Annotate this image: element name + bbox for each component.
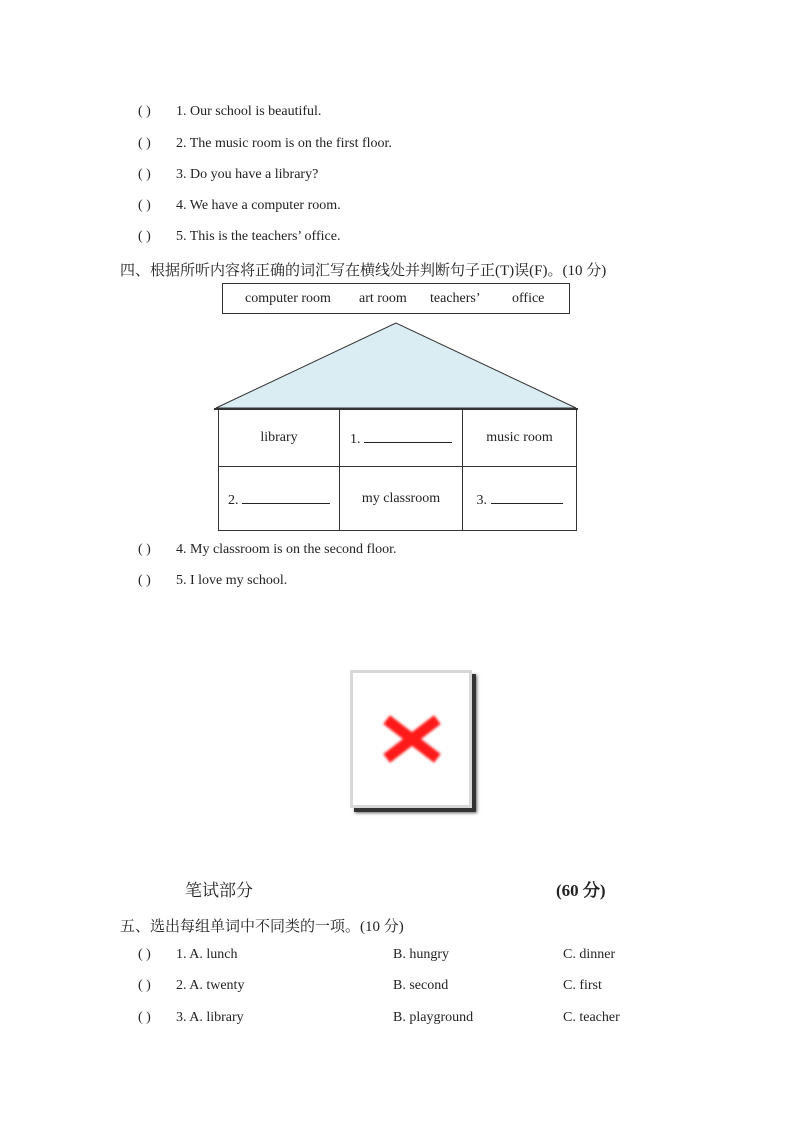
answer-blank[interactable] — [491, 489, 563, 504]
answer-paren[interactable]: ( ) — [138, 1010, 151, 1025]
option-a: 3. A. library — [176, 1010, 244, 1025]
answer-paren[interactable]: ( ) — [138, 198, 151, 213]
section5-heading: 五、选出每组单词中不同类的一项。(10 分) — [120, 919, 404, 935]
answer-paren[interactable]: ( ) — [138, 167, 151, 182]
item-text: 5. This is the teachers’ office. — [176, 229, 341, 244]
answer-paren[interactable]: ( ) — [138, 542, 151, 557]
answer-paren[interactable]: ( ) — [138, 136, 151, 151]
option-b: B. second — [393, 978, 449, 993]
room-label: library — [260, 429, 298, 445]
item-text: 2. The music room is on the first floor. — [176, 136, 392, 151]
answer-paren[interactable]: ( ) — [138, 104, 151, 119]
word-bank-item: art room — [359, 291, 407, 306]
broken-image-placeholder — [350, 670, 472, 808]
room-label: my classroom — [361, 490, 441, 506]
item-text: 3. Do you have a library? — [176, 167, 319, 182]
item-text: 5. I love my school. — [176, 573, 288, 588]
item-text: 4. We have a computer room. — [176, 198, 341, 213]
word-bank-item: office — [512, 291, 545, 306]
blank-number: 3. — [476, 492, 487, 508]
broken-image-icon — [353, 673, 469, 805]
written-part-title: 笔试部分 — [185, 881, 253, 900]
option-b: B. hungry — [393, 947, 449, 962]
answer-blank[interactable] — [242, 489, 330, 504]
room-cell — [463, 409, 577, 467]
blank-number: 1. — [350, 431, 361, 447]
item-text: 1. Our school is beautiful. — [176, 104, 322, 119]
blank-number: 2. — [228, 492, 239, 508]
option-a: 2. A. twenty — [176, 978, 245, 993]
option-c: C. dinner — [563, 947, 616, 962]
item-text: 4. My classroom is on the second floor. — [176, 542, 397, 557]
answer-paren[interactable]: ( ) — [138, 978, 151, 993]
word-bank-item: teachers’ — [430, 291, 481, 306]
option-b: B. playground — [393, 1010, 474, 1025]
room-cell — [340, 467, 463, 531]
option-a: 1. A. lunch — [176, 947, 238, 962]
answer-paren[interactable]: ( ) — [138, 229, 151, 244]
room-cell — [219, 409, 340, 467]
room-cell — [463, 467, 577, 531]
option-c: C. first — [563, 978, 602, 993]
word-bank — [222, 283, 570, 314]
house-roof — [210, 318, 584, 412]
option-c: C. teacher — [563, 1010, 620, 1025]
house-rooms-table — [218, 408, 577, 531]
answer-blank[interactable] — [364, 428, 452, 443]
word-bank-item: computer room — [245, 291, 331, 306]
answer-paren[interactable]: ( ) — [138, 947, 151, 962]
room-cell — [340, 409, 463, 467]
room-label: music room — [486, 429, 553, 445]
room-cell — [219, 467, 340, 531]
answer-paren[interactable]: ( ) — [138, 573, 151, 588]
section4-heading: 四、根据所听内容将正确的词汇写在横线处并判断句子正(T)误(F)。(10 分) — [120, 263, 607, 279]
written-part-score: (60 分) — [556, 881, 606, 900]
